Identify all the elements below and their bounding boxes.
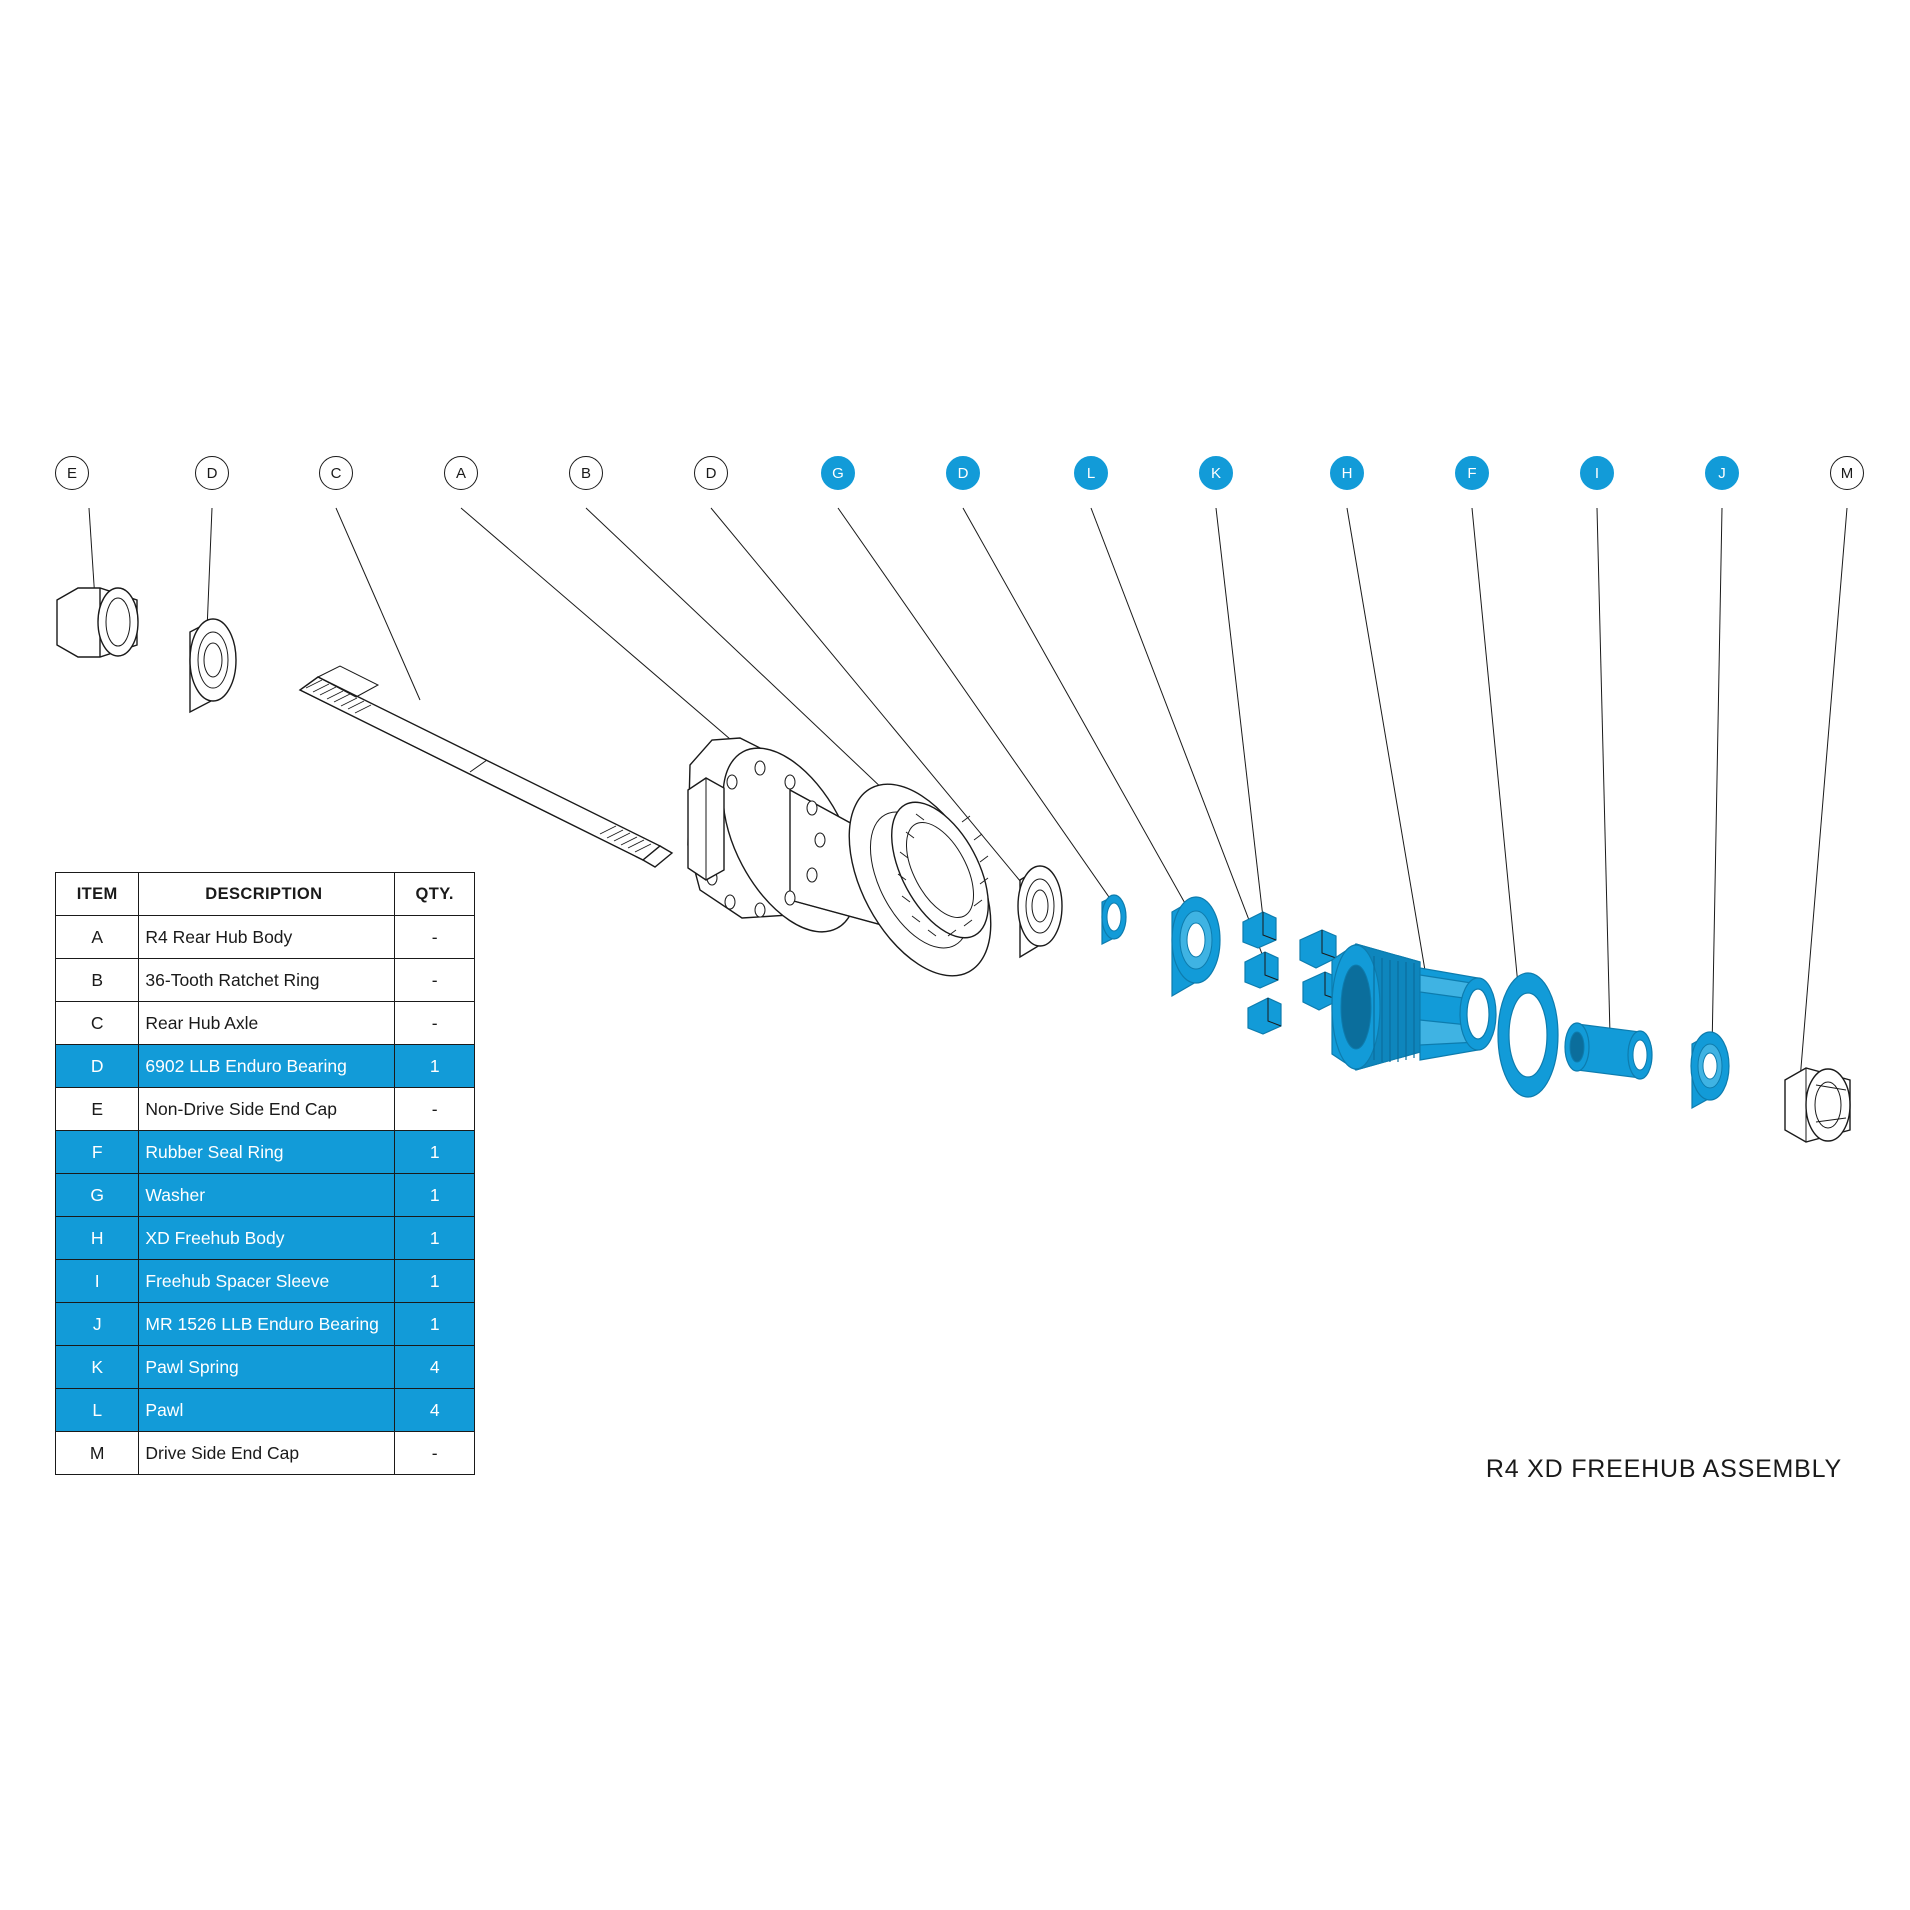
row-description: Rubber Seal Ring [139, 1131, 395, 1174]
table-row [56, 916, 475, 959]
row-item: A [56, 916, 139, 959]
row-qty: - [395, 959, 475, 1002]
table-row [56, 1088, 475, 1131]
table-row [56, 1131, 475, 1174]
callout-a[interactable]: A [444, 456, 478, 490]
parts-list-table [55, 872, 475, 1475]
row-description: 36-Tooth Ratchet Ring [139, 959, 395, 1002]
header-qty: QTY. [395, 873, 475, 916]
part-rubber-seal-ring [1498, 973, 1558, 1097]
row-description: 6902 LLB Enduro Bearing [139, 1045, 395, 1088]
row-item: C [56, 1002, 139, 1045]
row-qty: - [395, 1432, 475, 1475]
row-item: K [56, 1346, 139, 1389]
callout-j[interactable]: J [1705, 456, 1739, 490]
row-qty: 1 [395, 1045, 475, 1088]
part-bearing-mr1526 [1691, 1032, 1729, 1108]
part-xd-freehub-body [1332, 944, 1496, 1070]
table-row [56, 1303, 475, 1346]
row-description: Pawl Spring [139, 1346, 395, 1389]
callout-f[interactable]: F [1455, 456, 1489, 490]
row-item: E [56, 1088, 139, 1131]
row-qty: - [395, 1002, 475, 1045]
part-spacer-sleeve [1565, 1023, 1652, 1079]
row-qty: - [395, 1088, 475, 1131]
row-description: Pawl [139, 1389, 395, 1432]
part-bearing-6902-left [190, 619, 236, 712]
callout-m[interactable]: M [1830, 456, 1864, 490]
table-row [56, 1217, 475, 1260]
row-description: XD Freehub Body [139, 1217, 395, 1260]
part-washer [1102, 895, 1126, 944]
row-description: Non-Drive Side End Cap [139, 1088, 395, 1131]
part-bearing-blue [1172, 897, 1220, 996]
callout-c[interactable]: C [319, 456, 353, 490]
callout-d-1[interactable]: D [195, 456, 229, 490]
table-row [56, 1045, 475, 1088]
table-row [56, 1260, 475, 1303]
table-row [56, 1389, 475, 1432]
part-bearing-6902-right [1018, 866, 1062, 957]
callout-h[interactable]: H [1330, 456, 1364, 490]
table-row [56, 959, 475, 1002]
row-item: G [56, 1174, 139, 1217]
row-qty: 4 [395, 1346, 475, 1389]
row-description: Washer [139, 1174, 395, 1217]
callout-e-1[interactable]: E [55, 456, 89, 490]
table-row [56, 1174, 475, 1217]
row-qty: 1 [395, 1217, 475, 1260]
row-qty: 1 [395, 1174, 475, 1217]
callout-k[interactable]: K [1199, 456, 1233, 490]
table-row [56, 1346, 475, 1389]
row-description: Rear Hub Axle [139, 1002, 395, 1045]
row-description: MR 1526 LLB Enduro Bearing [139, 1303, 395, 1346]
callout-d-2[interactable]: D [694, 456, 728, 490]
row-qty: 1 [395, 1303, 475, 1346]
part-rear-hub-axle [300, 666, 672, 867]
drawing-title: R4 XD FREEHUB ASSEMBLY [1485, 1455, 1842, 1483]
part-pawls-and-springs [1243, 912, 1339, 1034]
row-item: D [56, 1045, 139, 1088]
row-item: I [56, 1260, 139, 1303]
callout-l[interactable]: L [1074, 456, 1108, 490]
row-item: B [56, 959, 139, 1002]
row-item: L [56, 1389, 139, 1432]
part-end-cap-nondrive [57, 588, 138, 657]
part-end-cap-drive [1785, 1068, 1850, 1142]
row-qty: - [395, 916, 475, 959]
table-row [56, 1002, 475, 1045]
callout-b[interactable]: B [569, 456, 603, 490]
row-qty: 1 [395, 1260, 475, 1303]
row-description: R4 Rear Hub Body [139, 916, 395, 959]
row-qty: 1 [395, 1131, 475, 1174]
header-description: DESCRIPTION [139, 873, 395, 916]
table-row [56, 1432, 475, 1475]
row-qty: 4 [395, 1389, 475, 1432]
callout-g[interactable]: G [821, 456, 855, 490]
row-item: J [56, 1303, 139, 1346]
table-header-row [56, 873, 475, 916]
callout-i[interactable]: I [1580, 456, 1614, 490]
row-item: H [56, 1217, 139, 1260]
header-item: ITEM [56, 873, 139, 916]
row-item: M [56, 1432, 139, 1475]
row-description: Freehub Spacer Sleeve [139, 1260, 395, 1303]
row-description: Drive Side End Cap [139, 1432, 395, 1475]
callout-d-3[interactable]: D [946, 456, 980, 490]
row-item: F [56, 1131, 139, 1174]
